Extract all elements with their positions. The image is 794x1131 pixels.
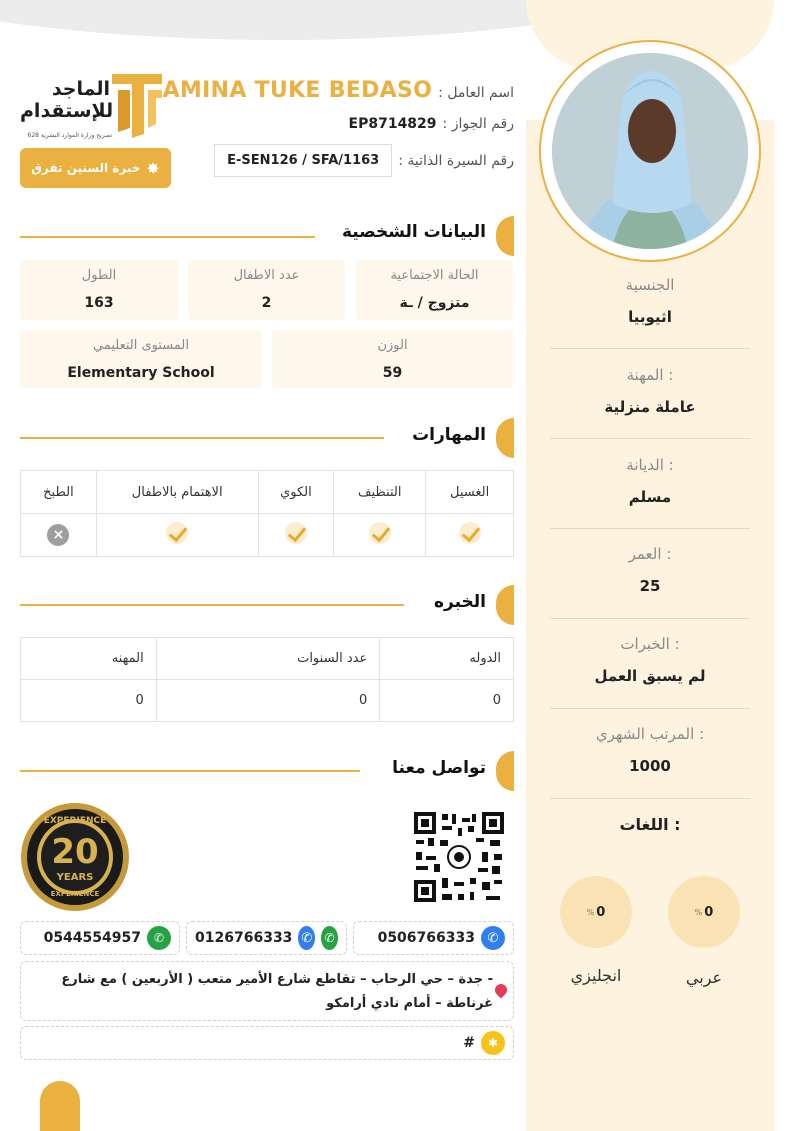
skill-label: التنظيف [334, 471, 426, 514]
worker-name-line [163, 78, 514, 103]
section-marker [496, 751, 514, 791]
education-label: المستوى التعليمي [93, 338, 189, 353]
phone-contact[interactable] [186, 921, 347, 955]
column-header-job: المهنه [21, 638, 157, 680]
divider [550, 438, 750, 439]
bottom-decoration [40, 1081, 80, 1131]
seal-bottom-text: EXPERIENCE [50, 890, 100, 898]
check-icon [369, 522, 391, 544]
nationality-block [550, 276, 750, 326]
column-header-years: عدد السنوات [156, 638, 380, 680]
marital-card [356, 260, 513, 320]
experience-summary-label: الخبرات : [620, 635, 680, 653]
language-name: انجليزي [570, 966, 622, 985]
skills-status-row [21, 514, 514, 557]
seal-top-text: EXPERIENCE [43, 816, 107, 826]
children-label: عدد الاطفال [233, 268, 300, 283]
phone-number[interactable]: 0506766333 [377, 930, 475, 946]
job-label: المهنة : [626, 366, 674, 384]
location-pin-icon [493, 982, 510, 999]
language-level-arabic [668, 876, 740, 948]
section-line [20, 770, 360, 772]
passport-line [349, 116, 514, 132]
experience-table [20, 637, 514, 722]
age-value: 25 [639, 577, 661, 595]
experience-header-row [21, 638, 514, 680]
language-level-english [560, 876, 632, 948]
phone-icon: ✆ [481, 926, 505, 950]
phone-number[interactable]: 0544554957 [43, 930, 141, 946]
experience-summary-block [550, 635, 750, 685]
check-icon [166, 522, 188, 544]
snapchat-handle[interactable]: # [463, 1035, 475, 1051]
logo-line1: الماجد [51, 78, 110, 100]
experience-summary-value: لم يسبق العمل [594, 667, 706, 685]
experience-badge [20, 148, 171, 188]
seal-years: YEARS [56, 872, 94, 883]
skill-label: الاهتمام بالاطفال [96, 471, 258, 514]
whatsapp-icon: ✆ [321, 926, 338, 950]
worker-photo [552, 53, 748, 249]
seal-number: 20 [51, 832, 99, 872]
religion-block [550, 456, 750, 506]
phone-contact[interactable] [353, 921, 514, 955]
sparkle-icon: ✸ [146, 158, 160, 178]
badge-text: خبرة السنين تفرق [31, 161, 141, 175]
languages-title: اللغات : [619, 815, 681, 834]
divider [550, 708, 750, 709]
company-logo [20, 68, 170, 143]
percent-sign: % [586, 907, 595, 917]
whatsapp-contact[interactable] [20, 921, 180, 955]
section-marker [496, 585, 514, 625]
logo-mark-icon [104, 68, 170, 140]
language-percent: 0 [596, 904, 606, 920]
check-icon [459, 522, 481, 544]
skill-status [334, 514, 426, 557]
logo-line2: للإستقدام [20, 100, 114, 122]
snapchat-contact[interactable] [20, 1026, 514, 1060]
country-cell: 0 [380, 680, 514, 722]
education-card [20, 330, 262, 388]
job-block [550, 366, 750, 416]
column-header-country: الدوله [380, 638, 514, 680]
experience-seal [20, 802, 130, 912]
skills-section-title: المهارات [412, 425, 486, 445]
percent-sign: % [694, 907, 703, 917]
cross-icon: × [47, 524, 69, 546]
height-card [20, 260, 178, 320]
language-name: عربي [685, 968, 723, 987]
salary-label: المرتب الشهري : [595, 725, 705, 743]
skill-status [258, 514, 334, 557]
language-percent: 0 [704, 904, 714, 920]
height-value: 163 [84, 295, 114, 311]
logo-name [20, 78, 114, 122]
age-label: العمر : [628, 545, 672, 563]
address-box [20, 961, 514, 1021]
marital-label: الحالة الاجتماعية [390, 268, 479, 283]
phone-number[interactable]: 0126766333 [195, 930, 293, 946]
height-label: الطول [81, 268, 117, 283]
check-icon [285, 522, 307, 544]
section-marker [496, 418, 514, 458]
experience-section-title: الخبره [433, 592, 486, 612]
years-cell: 0 [156, 680, 380, 722]
section-line [20, 236, 315, 238]
snapchat-icon: ✱ [481, 1031, 505, 1055]
address-text: - جدة – حي الرحاب – تقاطع شارع الأمير متعب ( الأربعين ) مع شارع غرناطة – أمام نادي أرامكو [61, 972, 493, 1011]
skill-status [21, 514, 97, 557]
skills-header-row [21, 471, 514, 514]
divider [550, 348, 750, 349]
marital-value: متزوج / ـة [399, 295, 470, 311]
salary-block [550, 725, 750, 775]
job-cell: 0 [21, 680, 157, 722]
cv-label: رقم السيرة الذاتية : [398, 152, 514, 169]
phone-icon: ✆ [298, 926, 315, 950]
cv-line [214, 144, 514, 177]
skill-label: الكوي [258, 471, 334, 514]
section-line [20, 437, 384, 439]
divider [550, 798, 750, 799]
skill-status [96, 514, 258, 557]
logo-license: تصريح وزارة الموارد البشرية 628 [27, 132, 112, 139]
children-card [188, 260, 345, 320]
skill-label: الغسيل [426, 471, 514, 514]
skill-label: الطبخ [21, 471, 97, 514]
skills-table [20, 470, 514, 557]
section-line [20, 604, 404, 606]
weight-card [272, 330, 513, 388]
nationality-label: الجنسية [625, 276, 675, 294]
salary-value: 1000 [629, 757, 671, 775]
passport-number: EP8714829 [348, 116, 437, 132]
education-value: Elementary School [67, 365, 215, 381]
table-row [21, 680, 514, 722]
religion-value: مسلم [628, 488, 672, 506]
passport-label: رقم الجواز : [442, 116, 514, 132]
cv-number: E-SEN126 / SFA/1163 [214, 144, 392, 177]
contact-section-title: تواصل معنا [392, 758, 486, 778]
weight-label: الوزن [377, 338, 408, 353]
qr-code[interactable] [412, 810, 506, 904]
section-marker [496, 216, 514, 256]
personal-section-title: البيانات الشخصية [341, 222, 486, 242]
worker-name: AMINA TUKE BEDASO [162, 78, 433, 103]
whatsapp-icon: ✆ [147, 926, 171, 950]
weight-value: 59 [382, 365, 403, 381]
skill-status [426, 514, 514, 557]
divider [550, 528, 750, 529]
divider [550, 618, 750, 619]
nationality-value: اثيوبيا [628, 308, 672, 326]
age-block [550, 545, 750, 595]
job-value: عاملة منزلية [604, 398, 696, 416]
religion-label: الديانة : [626, 456, 674, 474]
name-label: اسم العامل : [438, 85, 514, 101]
children-value: 2 [261, 295, 272, 311]
